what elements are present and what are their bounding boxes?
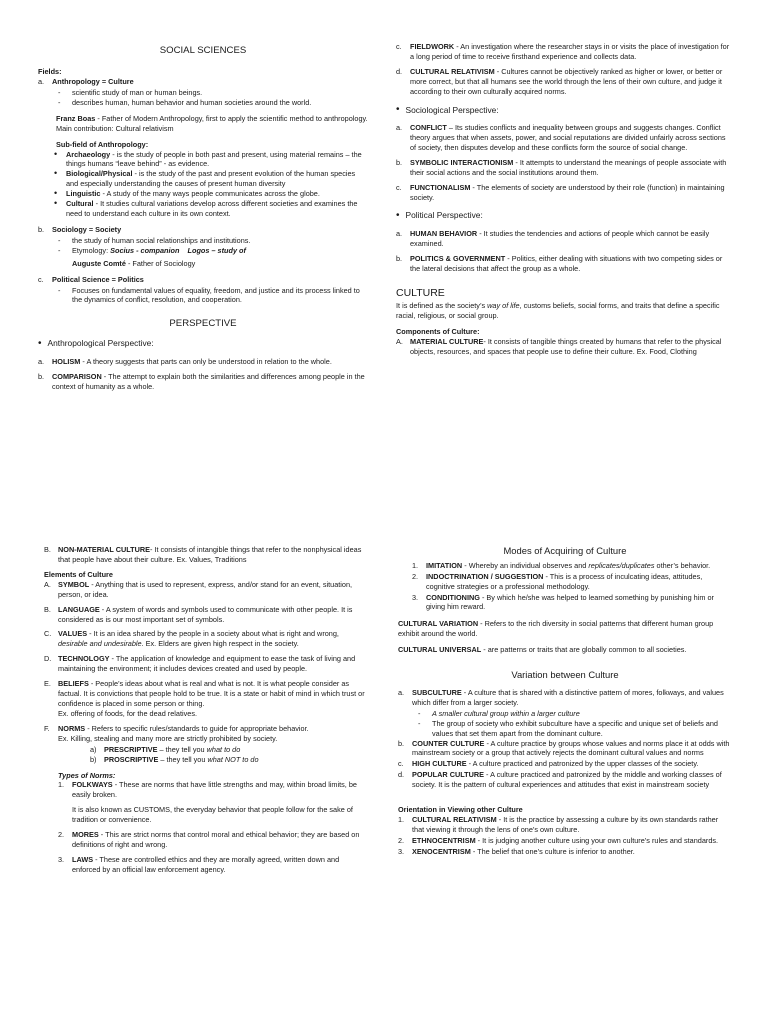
list-item: • Cultural - It studies cultural variations develop across different societies and examines the need to understand each culture in its own context. xyxy=(54,198,358,219)
list-item: - scientific study of man or human beings. xyxy=(58,87,203,97)
section-perspectives-culture xyxy=(396,42,732,361)
list-item: D. TECHNOLOGY - The application of knowledge and equipment to ease the task of living and maintaining the environment; it includes devices created and used by people. xyxy=(44,654,356,674)
list-item: 3. XENOCENTRISM - The belief that one’s culture is inferior to another. xyxy=(398,846,635,856)
comte-line: Auguste Comté - Father of Sociology xyxy=(72,258,196,268)
culture-title: CULTURE xyxy=(396,286,445,299)
list-item: a. SUBCULTURE - A culture that is shared with a distinctive pattern of mores, folkways, and values which differ from a larger society. xyxy=(398,687,724,707)
list-item: d. POPULAR CULTURE - A culture practiced and patronized by the middle and working classes of society. It is the pattern of cultural experiences and attitudes that exist in mainstream society xyxy=(398,770,722,790)
polsci-heading: c. Political Science = Politics xyxy=(38,274,144,284)
anthropology-heading: a. Anthropology = Culture xyxy=(38,76,134,86)
list-item: 1. CULTURAL RELATIVISM - It is the practice by assessing a culture by its own standards rather that viewing it through the lens of one’s own culture. xyxy=(398,815,719,834)
list-item: 1. IMITATION - Whereby an individual observes and replicates/duplicates other’s behavior. xyxy=(412,560,711,570)
list-item: c. FIELDWORK - An investigation where the researcher stays in or visits the place of investigation for a long period of time to receive firsthand experience and collects data. xyxy=(396,42,730,61)
subfield-label: Sub-field of Anthropology: xyxy=(56,139,149,149)
perspective-title: PERSPECTIVE xyxy=(169,318,237,330)
fields-label: Fields: xyxy=(38,67,62,77)
list-item: a) PRESCRIPTIVE – they tell you what to do xyxy=(90,744,241,754)
list-item: - Etymology: Socius - companion Logos – study of xyxy=(58,245,246,255)
list-item: b. POLITICS & GOVERNMENT - Politics, either dealing with situations with two competing sides or the lateral decisions that affect the group as a whole. xyxy=(396,253,723,273)
list-item: 3. LAWS - These are controlled ethics and they are morally agreed, written down and enforced by an official law enforcement agency. xyxy=(58,854,340,874)
anthro-perspective-heading: • Anthropological Perspective: xyxy=(38,338,154,350)
section-modes-of-culture xyxy=(398,545,732,858)
list-item: - Focuses on fundamental values of equality, freedom, and justice and its process linked to the dynamics of conflict, resolution, and cooperation. xyxy=(58,285,360,305)
section-social-sciences xyxy=(38,42,368,397)
social-sciences-title: SOCIAL SCIENCES xyxy=(159,45,247,56)
list-item: • Linguistic - A study of the many ways people communicates across the globe. xyxy=(54,188,320,199)
list-item: a. HOLISM - A theory suggests that parts can only be understood in relation to the whole. xyxy=(38,356,332,366)
list-item: • Archaeology - is the study of people in both past and present, using material remains – the things humans “leave behind” - as evidence. xyxy=(54,148,362,169)
cultural-universal-paragraph: CULTURAL UNIVERSAL - are patterns or traits that are globally common to all societies. xyxy=(398,645,687,655)
socio-perspective-heading: • Sociological Perspective: xyxy=(396,104,499,116)
political-perspective-heading: • Political Perspective: xyxy=(396,210,483,222)
list-item: b. SYMBOLIC INTERACTIONISM - It attempts to understand the meanings of people associate with their social actions and the social institutions around them. xyxy=(396,157,727,177)
list-item: C. VALUES - It is an idea shared by the people in a society about what is right and wrong, desirable and undesirable. Ex. Elders are given high respect in the society. xyxy=(44,629,339,649)
list-item: B. LANGUAGE - A system of words and symbols used to communicate with other people. It is considered as is our most important set of symbols. xyxy=(44,604,353,624)
list-item: - The group of society who exhibit subculture have a specific and unique set of beliefs and values that set them apart from the dominant culture. xyxy=(418,718,718,738)
list-item: F. NORMS - Refers to specific rules/standards to guide for appropriate behavior. Ex. Killing, stealing and many more are strictly prohibited by society. xyxy=(44,723,309,743)
variation-title: Variation between Culture xyxy=(511,669,619,681)
list-item: 2. MORES - This are strict norms that control moral and ethical behavior; they are based on definitions of right and wrong. xyxy=(58,830,360,850)
culture-definition: It is defined as the society’s way of life, customs beliefs, social forms, and traits that define a specific racial, religious, or social group. xyxy=(396,300,720,320)
list-item: 1. FOLKWAYS - These are norms that have little strengths and may, within broad limits, be easily broken. It is also known as CUSTOMS, the everyday behavior that people follow for the sake of tradition or convenience. xyxy=(58,780,357,825)
list-item: c. HIGH CULTURE - A culture practiced and patronized by the upper classes of the society. xyxy=(398,759,699,769)
list-item: c. FUNCTIONALISM - The elements of society are understood by their role (function) in maintaining society. xyxy=(396,182,725,202)
list-item: - describes human, human behavior and human societies around the world. xyxy=(58,97,312,107)
list-item: - A smaller cultural group within a larger culture xyxy=(418,708,580,718)
list-item: b. COMPARISON - The attempt to explain both the similarities and differences among people in the context of humanity as a whole. xyxy=(38,371,365,391)
list-item: • Biological/Physical - is the study of the past and present evolution of the human species and especially understanding the causes of present human diversity xyxy=(54,168,356,189)
elements-label: Elements of Culture xyxy=(44,569,113,579)
list-item: 2. ETHNOCENTRISM - It is judging another culture using your own culture’s rules and standards. xyxy=(398,835,719,845)
list-item: B. NON-MATERIAL CULTURE- It consists of intangible things that refer to the nonphysical ideas that people have about their culture. Ex. Values, Traditions xyxy=(44,545,362,564)
list-item: - the study of human social relationships and institutions. xyxy=(58,235,251,245)
boas-paragraph: Franz Boas - Father of Modern Anthropology, first to apply the scientific method to anthropology. Main contribution: Cultural relativism xyxy=(56,113,368,133)
cultural-variation-paragraph: CULTURAL VARIATION - Refers to the rich diversity in social patterns that different human group exhibit around the world. xyxy=(398,619,714,639)
list-item: a. HUMAN BEHAVIOR - It studies the tendencies and actions of people which cannot be easily examined. xyxy=(396,228,710,248)
list-item: A. SYMBOL - Anything that is used to represent, express, and/or stand for an event, situation, person, or idea. xyxy=(44,579,353,599)
list-item: A. MATERIAL CULTURE- It consists of tangible things created by humans that refer to the physical objects, resources, and spaces that people use to define their culture. Ex. Food, Clothing xyxy=(396,336,722,356)
list-item: E. BELIEFS - People’s ideas about what is real and what is not. It is what people consider as factual. It is convictions that people hold to be true. It is a state or habit of mind in which trust or confidence is placed in some person or thing. Ex. offering of foods, for the dead relatives. xyxy=(44,679,365,718)
types-of-norms-label: Types of Norms: xyxy=(58,770,116,780)
list-item: a. CONFLICT – Its studies conflicts and inequality between groups and suggests changes. Conflict theory argues that when assets, power, and social reputations are divided unfairly across sections of society, then disputes develop and these conflicts form the source of social change. xyxy=(396,123,726,152)
sociology-heading: b. Sociology = Society xyxy=(38,224,122,234)
list-item: 3. CONDITIONING - By which he/she was helped to learned something by punishing him or giving him reward. xyxy=(412,592,714,612)
components-label: Components of Culture: xyxy=(396,326,480,336)
list-item: b. COUNTER CULTURE - A culture practice by groups whose values and norms place it at odds with mainstream society or a group that actively rejects the dominant cultural values and norms xyxy=(398,738,730,758)
list-item: b) PROSCRIPTIVE – they tell you what NOT to do xyxy=(90,754,259,764)
list-item: d. CULTURAL RELATIVISM - Cultures cannot be objectively ranked as higher or lower, or better or more correct, but that all humans see the world through the lens of their own culture, and judge it according to their own culturally acquired norms. xyxy=(396,66,723,96)
orientation-label: Orientation in Viewing other Culture xyxy=(398,805,523,815)
list-item: 2. INDOCTRINATION / SUGGESTION - This is a process of inculcating ideas, attitudes, cognitive strategies or a professional methodology. xyxy=(412,571,703,591)
modes-title: Modes of Acquiring of Culture xyxy=(503,545,627,556)
section-elements-of-culture xyxy=(44,545,366,880)
